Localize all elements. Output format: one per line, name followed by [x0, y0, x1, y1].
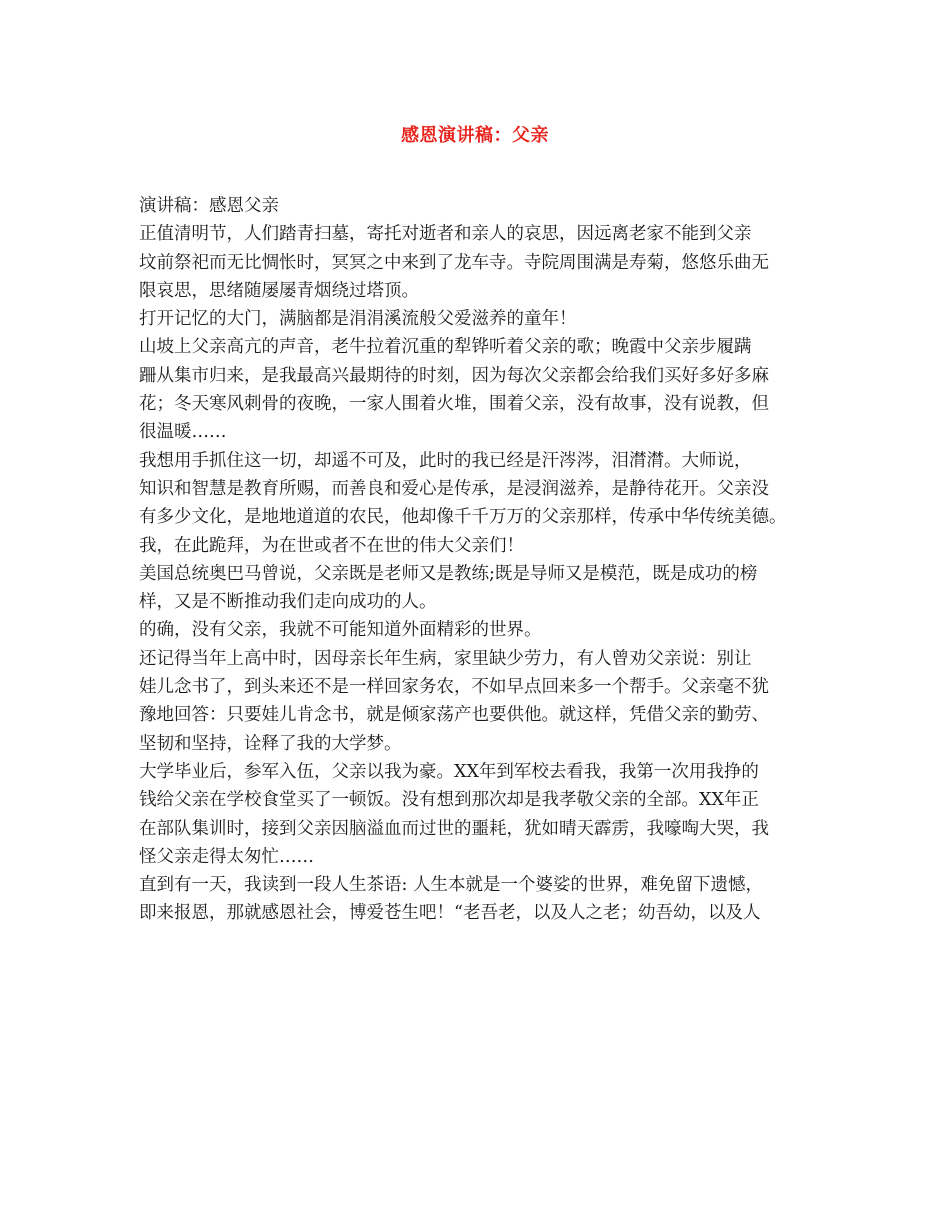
text-line: 打开记忆的大门，满脑都是涓涓溪流般父爱滋养的童年！	[139, 309, 577, 330]
text-line: 演讲稿：感恩父亲	[139, 196, 279, 216]
text-line: 我，在此跪拜，为在世或者不在世的伟大父亲们！	[139, 535, 524, 556]
text-line: 样，又是不断推动我们走向成功的人。	[139, 592, 437, 613]
text-line: 直到有一天，我读到一段人生茶语: 人生本就是一个婆娑的世界，难免留下遗憾，	[139, 875, 763, 896]
text-line: 坟前祭祀而无比惆怅时，冥冥之中来到了龙车寺。寺院周围满是寿菊，悠悠乐曲无	[139, 252, 769, 273]
text-line: 钱给父亲在学校食堂买了一顿饭。没有想到那次却是我孝敬父亲的全部。XX年正	[139, 790, 759, 811]
text-line: 大学毕业后，参军入伍，父亲以我为豪。XX年到军校去看我，我第一次用我挣的	[139, 761, 759, 782]
document-body	[139, 192, 829, 928]
text-line: 的确，没有父亲，我就不可能知道外面精彩的世界。	[139, 620, 542, 641]
text-line: 跚从集市归来，是我最高兴最期待的时刻，因为每次父亲都会给我们买好多好多麻	[139, 365, 769, 386]
text-line: 娃儿念书了，到头来还不是一样回家务农，不如早点回来多一个帮手。父亲毫不犹	[139, 677, 769, 698]
text-line: 限哀思，思绪随屡屡青烟绕过塔顶。	[139, 280, 419, 301]
text-line: 山坡上父亲高亢的声音，老牛拉着沉重的犁铧听着父亲的歌；晚霞中父亲步履蹒	[139, 337, 752, 358]
text-line: 还记得当年上高中时，因母亲长年生病，家里缺少劳力，有人曾劝父亲说：别让	[139, 648, 752, 669]
document-title: 感恩演讲稿：父亲	[401, 125, 549, 146]
text-line: 美国总统奥巴马曾说，父亲既是老师又是教练;既是导师又是模范，既是成功的榜	[139, 563, 758, 584]
text-line: 正值清明节，人们踏青扫墓，寄托对逝者和亲人的哀思，因远离老家不能到父亲	[139, 224, 752, 245]
text-line: 很温暖……	[139, 422, 227, 443]
text-line: 我想用手抓住这一切，却遥不可及，此时的我已经是汗涔涔，泪潸潸。大师说，	[139, 450, 752, 471]
text-line: 坚韧和坚持，诠释了我的大学梦。	[139, 733, 402, 754]
text-line: 怪父亲走得太匆忙……	[139, 846, 314, 867]
text-line: 知识和智慧是教育所赐，而善良和爱心是传承，是浸润滋养，是静待花开。父亲没	[139, 478, 769, 499]
text-line: 有多少文化，是地地道道的农民，他却像千千万万的父亲那样，传承中华传统美德。	[139, 507, 787, 528]
text-line: 即来报恩，那就感恩社会，博爱苍生吧！“老吾老，以及人之老；幼吾幼，以及人	[139, 903, 761, 924]
text-line: 在部队集训时，接到父亲因脑溢血而过世的噩耗，犹如晴天霹雳，我嚎啕大哭，我	[139, 818, 769, 839]
text-line: 豫地回答：只要娃儿肯念书，就是倾家荡产也要供他。就这样，凭借父亲的勤劳、	[139, 705, 769, 726]
text-line: 花；冬天寒风刺骨的夜晚，一家人围着火堆，围着父亲，没有故事，没有说教，但	[139, 394, 769, 415]
